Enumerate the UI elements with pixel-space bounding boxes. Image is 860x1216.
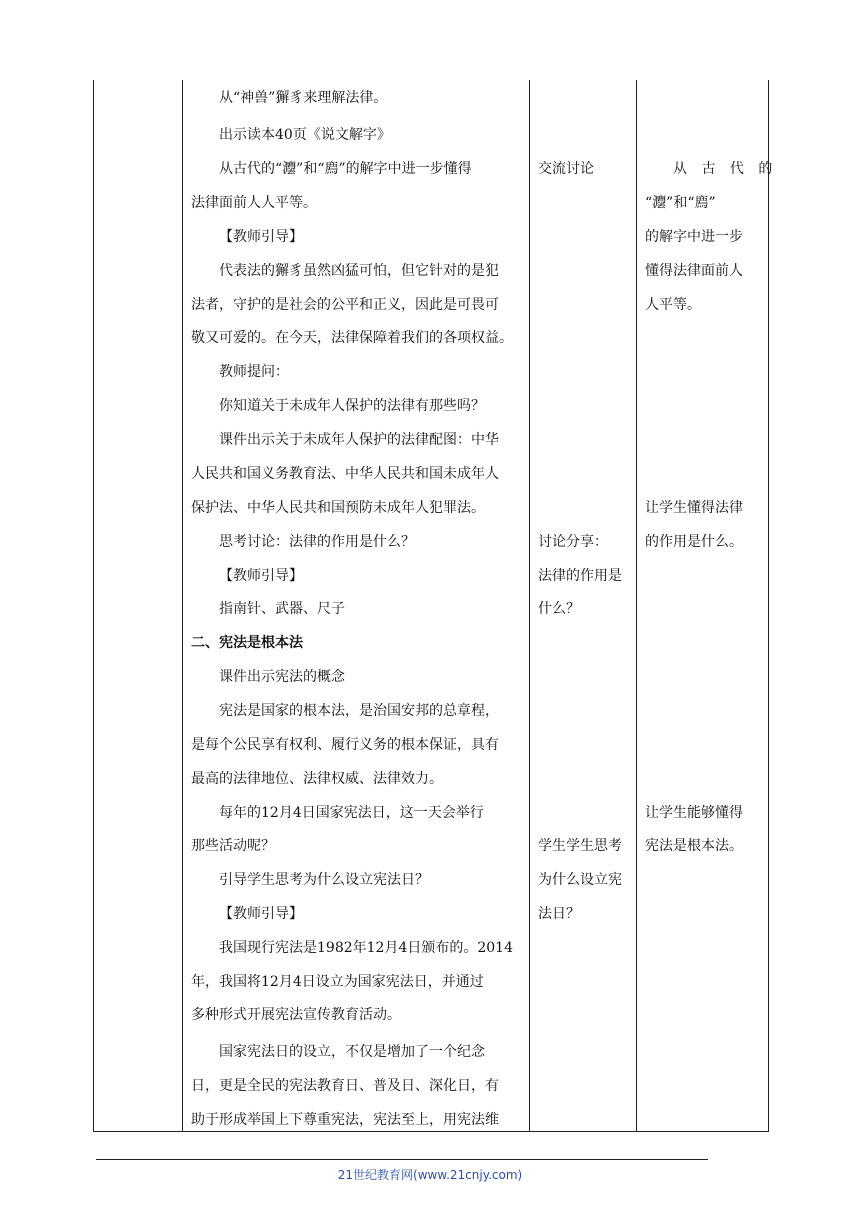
intent-text: 让学生能够懂得 (645, 805, 743, 821)
intent-text: 的解字中进一步 (645, 229, 743, 245)
text-line: 代表法的獬豸虽然凶猛可怕，但它针对的是犯 (219, 263, 499, 279)
intent-text: “灋”和“廌” (645, 195, 716, 211)
text-line: 你知道关于未成年人保护的法律有那些吗？ (219, 398, 485, 414)
footer-divider (96, 1159, 708, 1160)
text-line: 日，更是全民的宪法教育日、普及日、深化日，有 (191, 1078, 499, 1094)
teaching-process-cell (183, 80, 529, 1131)
student-text: 为什么设立宪 (538, 872, 622, 888)
text-line: 每年的12月4日国家宪法日，这一天会举行 (219, 805, 484, 821)
text-line: 课件出示关于未成年人保护的法律配图：中华 (219, 432, 499, 448)
student-text: 学生学生思考 (538, 838, 622, 854)
lesson-table (93, 80, 778, 1132)
student-text: 法日？ (538, 906, 580, 922)
footer-watermark[interactable]: 21世纪教育网(www.21cnjy.com) (337, 1168, 523, 1182)
text-line: 我国现行宪法是1982年12月4日颁布的。2014 (219, 940, 513, 956)
text-line: 从古代的“灋”和“廌”的解字中进一步懂得 (219, 161, 472, 177)
text-line: 多种形式开展宪法宣传教育活动。 (191, 1007, 401, 1023)
text-line: 那些活动呢？ (191, 838, 275, 854)
teacher-guide-label: 【教师引导】 (219, 906, 303, 922)
student-text: 讨论分享： (538, 534, 608, 550)
teacher-guide-label: 【教师引导】 (219, 229, 303, 245)
text-line: 法者，守护的是社会的公平和正义，因此是可畏可 (191, 297, 499, 313)
text-line: 法律面前人人平等。 (191, 195, 317, 211)
student-text: 法律的作用是 (538, 568, 622, 584)
text-line: 指南针、武器、尺子 (219, 601, 345, 617)
student-activity-cell (530, 80, 636, 1131)
text-line: 国家宪法日的设立，不仅是增加了一个纪念 (219, 1044, 485, 1060)
text-line: 思考讨论：法律的作用是什么？ (219, 534, 415, 550)
design-intent-cell (637, 80, 778, 1131)
text-line: 年，我国将12月4日设立为国家宪法日，并通过 (191, 974, 484, 990)
section-heading: 二、宪法是根本法 (191, 635, 303, 651)
intent-text: 懂得法律面前人 (645, 263, 743, 279)
text-line: 保护法、中华人民共和国预防未成年人犯罪法。 (191, 500, 485, 516)
student-text: 什么？ (538, 601, 580, 617)
teacher-guide-label: 【教师引导】 (219, 568, 303, 584)
intent-text: 从 古 代 的 (673, 161, 778, 177)
text-line: 最高的法律地位、法律权威、法律效力。 (191, 771, 443, 787)
text-line: 从“神兽”獬豸来理解法律。 (219, 90, 388, 106)
text-line: 是每个公民享有权利、履行义务的根本保证，具有 (191, 737, 499, 753)
empty-first-column (94, 80, 182, 1131)
text-line: 敬又可爱的。在今天，法律保障着我们的各项权益。 (191, 330, 513, 346)
text-line: 人民共和国义务教育法、中华人民共和国未成年人 (191, 466, 499, 482)
text-line: 引导学生思考为什么设立宪法日？ (219, 872, 429, 888)
text-line: 课件出示宪法的概念 (219, 669, 345, 685)
text-line: 助于形成举国上下尊重宪法，宪法至上，用宪法维 (191, 1112, 499, 1128)
text-line: 教师提问： (219, 364, 289, 380)
text-line: 宪法是国家的根本法，是治国安邦的总章程， (219, 703, 499, 719)
intent-text: 宪法是根本法。 (645, 838, 743, 854)
intent-text: 的作用是什么。 (645, 534, 743, 550)
text-line: 出示读本40页《说文解字》 (219, 127, 391, 143)
intent-text: 人平等。 (645, 297, 701, 313)
intent-text: 让学生懂得法律 (645, 500, 743, 516)
student-text: 交流讨论 (538, 161, 594, 177)
